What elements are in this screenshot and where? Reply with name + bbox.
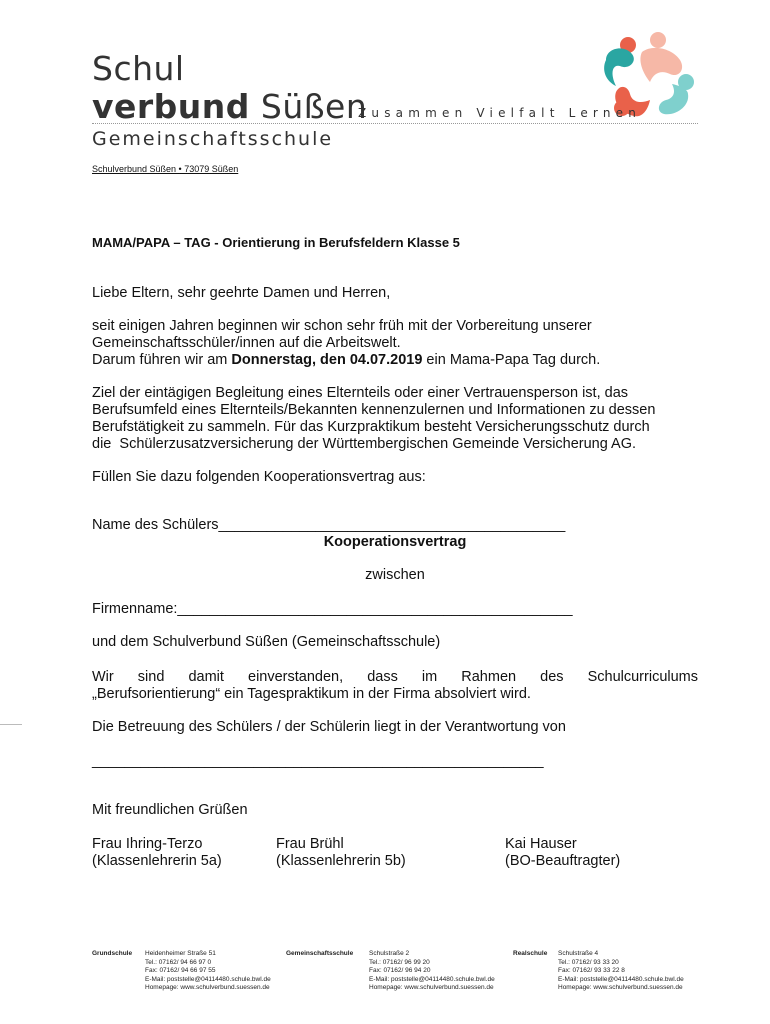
event-date: Donnerstag, den 04.07.2019: [231, 352, 423, 368]
logo-line-2-bold: verbund: [92, 87, 250, 126]
footer-line: Fax: 07162/ 94 66 97 55: [145, 967, 216, 975]
school-type-title: Gemeinschaftsschule: [92, 128, 334, 150]
signature-block-3: [505, 836, 620, 870]
paragraph-instruction: Füllen Sie dazu folgenden Kooperationsvertrag aus:: [92, 469, 426, 485]
footer-line: E-Mail: poststelle@04114480.schule.bwl.de: [558, 975, 684, 983]
salutation: Liebe Eltern, sehr geehrte Damen und Herren,: [92, 285, 391, 301]
footer-label-grundschule: [92, 950, 132, 959]
date-sentence-end: ein Mama-Papa Tag durch.: [422, 352, 601, 368]
paragraph-agreement: [92, 669, 698, 703]
school-logo-wordmark: [92, 50, 367, 126]
signature-role: (BO-Beauftragter): [505, 853, 621, 869]
responsibility-text: Die Betreuung des Schülers / der Schülerin liegt in der Verantwortung von: [92, 719, 566, 735]
footer-line: Heidenheimer Straße 51: [145, 950, 216, 957]
contract-between: zwischen: [365, 567, 425, 583]
closing: Mit freundlichen Grüßen: [92, 802, 248, 818]
footer-line: E-Mail: poststelle@04114480.schule.bwl.de: [369, 975, 495, 983]
footer-line: Fax: 07162/ 93 33 22 8: [558, 967, 625, 975]
footer-label: Realschule: [513, 950, 548, 957]
footer-column-gemeinschaftsschule: [369, 950, 495, 993]
paragraph-goal-line-1: Ziel der eintägigen Begleitung eines Elternteils oder einer Vertrauensperson ist, das: [92, 385, 629, 401]
fold-mark: [0, 724, 22, 725]
agreement-line-2: „Berufsorientierung“ ein Tagespraktikum in der Firma absolviert wird.: [92, 686, 531, 702]
paragraph-goal: [92, 385, 698, 453]
signature-name: Frau Ihring-Terzo: [92, 836, 203, 852]
footer-label-realschule: [513, 950, 547, 959]
signature-block-1: [92, 836, 222, 870]
signature-role: (Klassenlehrerin 5b): [276, 853, 406, 869]
footer-line: Homepage: www.schulverbund.suessen.de: [145, 984, 270, 992]
date-sentence-start: Darum führen wir am: [92, 352, 232, 368]
footer-line: Schulstraße 2: [369, 950, 410, 957]
footer-label: Grundschule: [92, 950, 133, 957]
signature-name: Kai Hauser: [505, 836, 577, 852]
responsibility-blank-line: ________________________________________________________: [92, 753, 544, 769]
agreement-line-1: Wir sind damit einverstanden, dass im Rahmen des Schulcurriculums: [92, 669, 698, 685]
student-name-field: Name des Schülers___________________________________________: [92, 517, 566, 533]
footer-line: Tel.: 07162/ 96 99 20: [369, 958, 430, 966]
logo-line-2: [92, 88, 367, 126]
footer-line: Tel.: 07162/ 93 33 20: [558, 958, 619, 966]
footer-column-realschule: [558, 950, 684, 993]
paragraph-intro-line-1: seit einigen Jahren beginnen wir schon sehr früh mit der Vorbereitung unserer: [92, 318, 592, 334]
footer-line: Schulstraße 4: [558, 950, 599, 957]
footer-label-gemeinschaftsschule: [286, 950, 353, 959]
paragraph-goal-line-2: Berufsumfeld eines Elternteils/Bekannten kennenzulernen und Informationen zu dessen: [92, 402, 656, 418]
letter-heading: MAMA/PAPA – TAG - Orientierung in Berufsfeldern Klasse 5: [92, 235, 460, 250]
return-address: Schulverbund Süßen • 73079 Süßen: [92, 164, 239, 174]
paragraph-goal-line-4: die Schülerzusatzversicherung der Württembergischen Gemeinde Versicherung AG.: [92, 436, 637, 452]
footer-line: Homepage: www.schulverbund.suessen.de: [369, 984, 494, 992]
paragraph-intro: [92, 318, 698, 369]
footer-column-grundschule: [145, 950, 271, 993]
contract-title: Kooperationsvertrag: [323, 534, 467, 550]
school-party: und dem Schulverbund Süßen (Gemeinschaftsschule): [92, 634, 441, 650]
paragraph-intro-line-2: Gemeinschaftsschüler/innen auf die Arbeitswelt.: [92, 335, 401, 351]
footer-line: Fax: 07162/ 96 94 20: [369, 967, 431, 975]
signature-role: (Klassenlehrerin 5a): [92, 853, 222, 869]
paragraph-intro-line-3: [92, 352, 698, 369]
footer-line: Homepage: www.schulverbund.suessen.de: [558, 984, 683, 992]
company-name-field: Firmenname:_________________________________________________: [92, 601, 573, 617]
footer-line: E-Mail: poststelle@04114480.schule.bwl.de: [145, 975, 271, 983]
tagline: Zusammen Vielfalt Lernen: [358, 106, 642, 120]
paragraph-goal-line-3: Berufstätigkeit zu sammeln. Für das Kurzpraktikum besteht Versicherungsschutz durch: [92, 419, 650, 435]
logo-line-2-light: Süßen: [260, 87, 368, 126]
footer-line: Tel.: 07162/ 94 66 97 0: [145, 958, 212, 966]
signature-block-2: [276, 836, 406, 870]
signature-name: Frau Brühl: [276, 836, 344, 852]
footer-label: Gemeinschaftsschule: [286, 950, 354, 957]
header-divider: [92, 123, 698, 124]
logo-line-1: Schul: [92, 49, 185, 88]
